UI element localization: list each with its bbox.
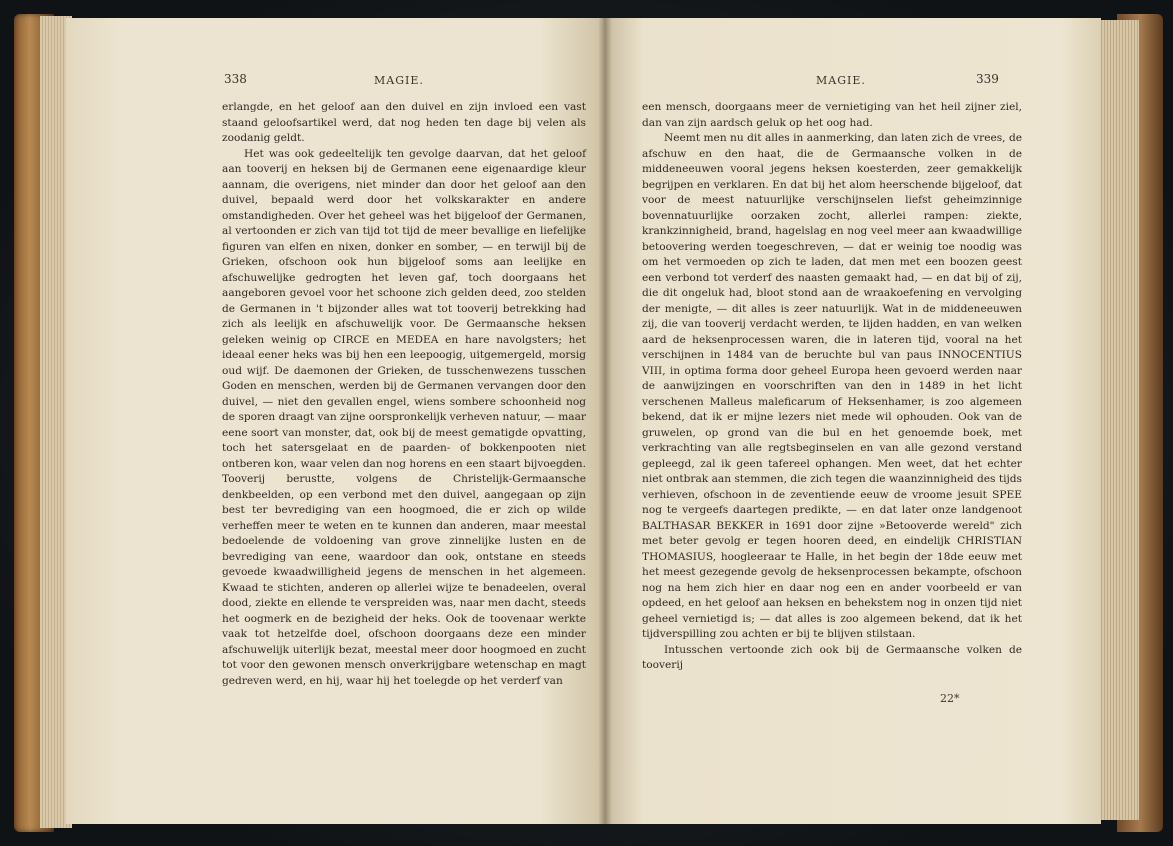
right-paragraph-1: een mensch, doorgaans meer de vernietiging van het heil zijner ziel, dan van zijn aardsch geluk op het oog had. bbox=[642, 101, 1022, 129]
page-number-right: 339 bbox=[976, 72, 999, 86]
right-body-text bbox=[642, 100, 1022, 674]
left-body-text bbox=[222, 100, 586, 689]
running-head-right: MAGIE. bbox=[816, 74, 866, 87]
book-gutter bbox=[598, 18, 612, 824]
signature-mark: 22* bbox=[940, 692, 960, 705]
left-paragraph-2: Het was ook gedeeltelijk ten gevolge daarvan, dat het geloof aan tooverij en heksen bij de Germanen eene eigenaardige kleur aannam, die overigens, niet minder dan door het geloof aan den duivel, bepaald werd door het volkskarakter en andere omstandigheden. Over het geheel was het bijgeloof der Germanen, al vertoonden er zich van tijd tot tijd de meer bevallige en liefelijke figuren van elfen en nixen, donker en somber, — en terwijl bij de Grieken, ofschoon ook hun bijgeloof soms aan leelijke en afschuwelijke gedrogten het leven gaf, toch doorgaans het aangeboren gevoel voor het schoone zich gelden deed, zoo stelden de Germanen in 't bijzonder alles wat tot tooverij betrekking had zich als leelijk en afschuwelijk voor. De Germaansche heksen geleken weinig op CIRCE en MEDEA en hare navolgsters; het ideaal eener heks was bij hen een leepoogig, uitgemergeld, morsig oud wijf. De daemonen der Grieken, de tusschenwezens tusschen Goden en menschen, werden bij de Germanen vervangen door den duivel, — niet den gevallen engel, wiens sombere schoonheid nog de sporen draagt van zijne oorspronkelijk verheven natuur, — maar eene soort van monster, dat, ook bij de meest gematigde opvatting, toch het satersgelaat en de paarden- of bokkenpooten niet ontberen kon, waar velen dan nog horens en een staart bijvoegden. Tooverij berustte, volgens de Christelijk-Germaansche denkbeelden, op een verbond met den duivel, aangegaan op zijn best ter bevrediging van een hoogmoed, die er zich op wilde verheffen meer te weten en te kunnen dan anderen, maar meestal bedoelende de voldoening van grove zinnelijke lusten en de bevrediging van eene, waardoor dan ook, ontstane en steeds gevoede kwaadwilligheid jegens de menschen in het algemeen. Kwaad te stichten, anderen op allerlei wijze te benadeelen, overal dood, ziekte en ellende te verspreiden was, naar men dacht, steeds het oogmerk en de bezigheid der heks. Ook de toovenaar werkte vaak tot hetzelfde doel, ofschoon doorgaans deze een minder afschuwelijk uiterlijk bezat, meestal meer door hoogmoed en zucht tot voor den gewonen mensch onverkrijgbare wetenschap en magt gedreven werd, en hij, waar hij het toelegde op het verderf van bbox=[222, 147, 586, 687]
page-number-left: 338 bbox=[224, 72, 247, 86]
right-paragraph-3: Intusschen vertoonde zich ook bij de Germaansche volken de tooverij bbox=[642, 643, 1022, 671]
right-page bbox=[604, 18, 1101, 824]
running-head-left: MAGIE. bbox=[374, 74, 424, 87]
left-paragraph-1: erlangde, en het geloof aan den duivel en zijn invloed een vast staand geloofsartikel werd, dat nog heden ten dage bij velen als zoodanig geldt. bbox=[222, 101, 586, 144]
left-page bbox=[66, 18, 604, 824]
right-page-edges bbox=[1099, 20, 1139, 820]
right-paragraph-2: Neemt men nu dit alles in aanmerking, dan laten zich de vrees, de afschuw en den haat, die de Germaansche volken in de middeneeuwen vooral jegens heksen koesterden, zeer gemakkelijk begrijpen en verklaren. En dat bij het alom heerschende bijgeloof, dat voor de meest natuurlijke verschijnselen liefst geheimzinnige bovennatuurlijke oorzaken zocht, allerlei rampen: ziekte, krankzinnigheid, brand, hagelslag en nog veel meer aan kwaadwillige betoovering werden toegeschreven, — dat er weinig toe noodig was om het vermoeden op zich te laden, dat men met een boozen geest een verbond tot verderf des naasten gemaakt had, — en dat bij of zij, die dit ongeluk had, bloot stond aan de wraakoefening en vervolging der menigte, — dit alles is zeer natuurlijk. Wat in de middeneeuwen zij, die van tooverij verdacht werden, te lijden hadden, en van welken aard de heksenprocessen waren, die in lateren tijd, vooral na het verschijnen in 1484 van de beruchte bul van paus INNOCENTIUS VIII, in optima forma door geheel Europa heen gevoerd werden naar de aanwijzingen en voorschriften van den in 1489 in het licht verschenen Malleus maleficarum of Heksenhamer, is zoo algemeen bekend, dat ik er mijne lezers niet mede wil ophouden. Ook van de gruwelen, op grond van die bul en het genoemde boek, met verkrachting van alle regtsbeginselen en van alle gezond verstand gepleegd, zal ik geen tafereel ophangen. Men weet, dat het echter niet ontbrak aan stemmen, die zich tegen die waanzinnigheid des tijds verhieven, ofschoon in de zeventiende eeuw de vroome jesuit SPEE nog te vergeefs daartegen predikte, — en dat later onze landgenoot BALTHASAR BEKKER in 1691 door zijne »Betooverde wereld" zich met beter gevolg er tegen hooren deed, en eindelijk CHRISTIAN THOMASIUS, hoogleeraar te Halle, in het begin der 18de eeuw met het meest gezegende gevolg de heksenprocessen bekampte, ofschoon nog na hem zich hier en daar nog een en ander voorbeeld er van opdeed, en het geloof aan heksen en behekstem nog in onzen tijd niet geheel vernietigd is; — dat alles is zoo algemeen bekend, dat ik het tijdverspilling zou achten er bij te blijven stilstaan. bbox=[642, 132, 1022, 640]
